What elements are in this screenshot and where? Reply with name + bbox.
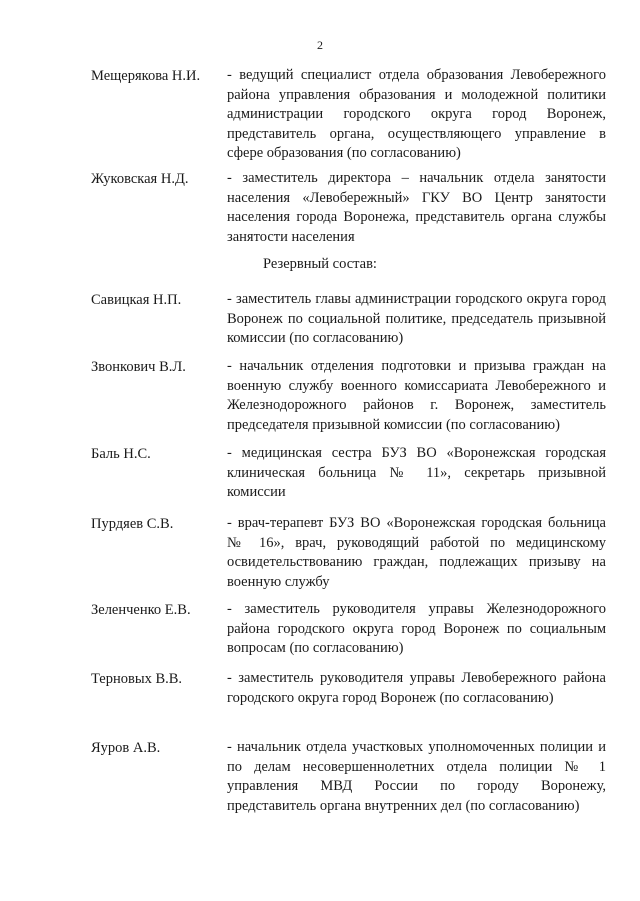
member-description: - заместитель руководителя управы Левобережного района городского округа город Воронеж (по согласованию) — [227, 670, 606, 706]
member-name: Терновых В.В. — [91, 671, 183, 687]
member-description: - заместитель главы администрации городского округа город Воронеж по социальной политике, председатель призывной комиссии (по согласованию) — [227, 291, 606, 346]
member-description: - ведущий специалист отдела образования Левобережного района управления образования и молодежной политики администрации городского округа город Воронеж, представитель органа, осуществляющего управление в сфере образования (по согласованию) — [227, 67, 606, 161]
member-description: - медицинская сестра БУЗ ВО «Воронежская городская клиническая больница № 11», секретарь призывной комиссии — [227, 445, 606, 500]
member-name: Мещерякова Н.И. — [91, 68, 201, 84]
member-description: - заместитель директора – начальник отдела занятости населения «Левобережный» ГКУ ВО Центр занятости населения города Воронежа, представитель органа службы занятости населения — [227, 170, 606, 245]
member-name: Савицкая Н.П. — [91, 292, 182, 308]
member-name: Звонкович В.Л. — [91, 359, 186, 375]
member-description: - начальник отдела участковых уполномоченных полиции и по делам несовершеннолетних отдела полиции № 1 управления МВД России по городу Воронежу, представитель органа внутренних дел (по согласованию) — [227, 739, 606, 814]
page-number: 2 — [317, 38, 323, 52]
member-name: Яуров А.В. — [91, 740, 161, 756]
member-name: Баль Н.С. — [91, 446, 151, 462]
member-description: - врач-терапевт БУЗ ВО «Воронежская городская больница № 16», врач, руководящий работой по медицинскому освидетельствованию граждан, подлежащих призыву на военную службу — [227, 515, 606, 590]
member-name: Зеленченко Е.В. — [91, 602, 191, 618]
member-description: - начальник отделения подготовки и призыва граждан на военную службу военного комиссариата Левобережного и Железнодорожного районов г. Воронеж, заместитель председателя призывной комиссии (по согласованию) — [227, 358, 606, 433]
member-name: Жуковская Н.Д. — [91, 171, 189, 187]
member-description: - заместитель руководителя управы Железнодорожного района городского округа город Воронеж по социальным вопросам (по согласованию) — [227, 601, 606, 656]
reserve-section-title: Резервный состав: — [263, 256, 377, 272]
member-name: Пурдяев С.В. — [91, 516, 174, 532]
